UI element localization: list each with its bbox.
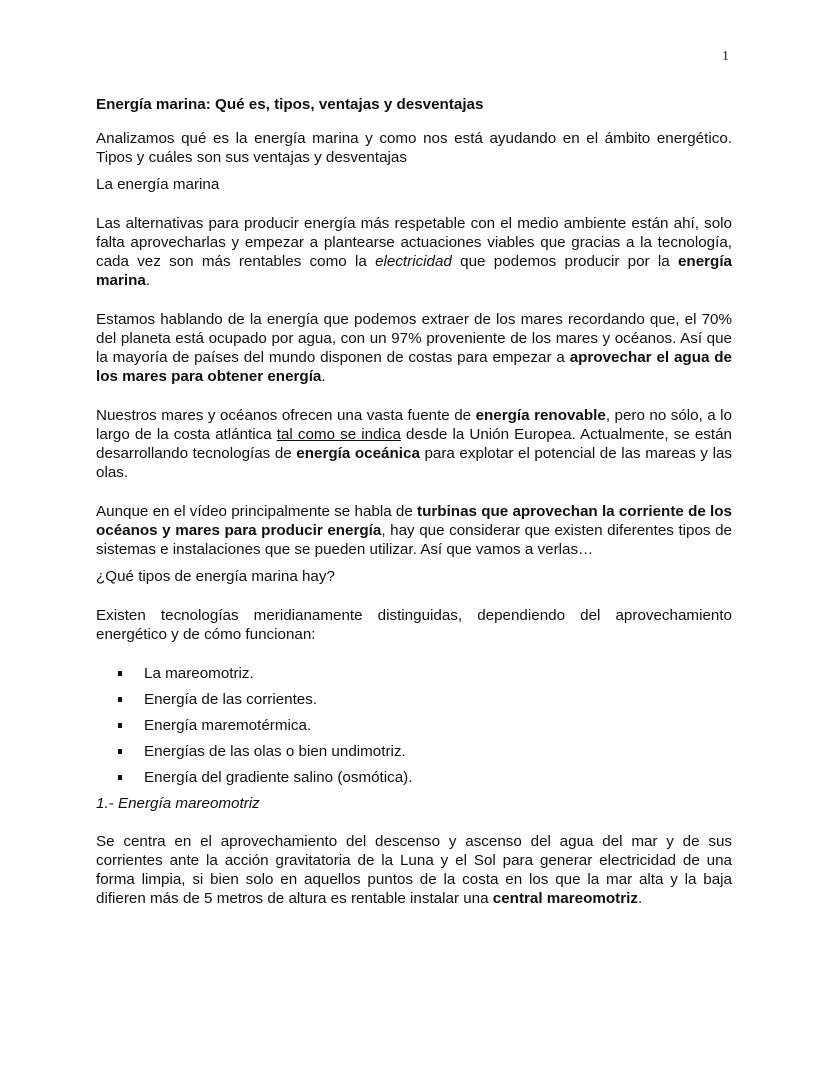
- paragraph-estamos-hablando: [96, 310, 732, 386]
- bold-energia-renovable: energía renovable: [475, 407, 606, 424]
- list-item: [118, 742, 732, 768]
- italic-electricidad: electricidad: [375, 253, 452, 270]
- bold-aprovechar-agua: aprovechar el agua de los mares para obtener energía: [96, 349, 732, 385]
- text-run: Estamos hablando de la energía que podemos extraer de los mares recordando que, el 70% del planeta está ocupado por agua, con un 97% proveniente de los mares y océanos. Así que la mayoría de países del mundo disponen de costas para empezar a: [96, 311, 732, 366]
- section-heading-la-energia-marina: La energía marina: [96, 176, 220, 193]
- text-run: .: [321, 368, 326, 385]
- paragraph-aunque: [96, 502, 732, 559]
- document-body: [96, 95, 732, 908]
- text-run: Nuestros mares y océanos ofrecen una vasta fuente de: [96, 407, 476, 424]
- page-number: 1: [722, 49, 729, 64]
- bold-energia-oceanica: energía oceánica: [296, 445, 420, 462]
- bold-energia-marina: energía marina: [96, 253, 732, 289]
- text-run: para explotar el potencial de las mareas y las olas.: [96, 445, 732, 481]
- subsection-heading-mareomotriz: 1.- Energía mareomotriz: [96, 795, 260, 812]
- energy-types-list: [96, 664, 732, 794]
- list-item: [118, 690, 732, 716]
- document-title: Energía marina: Qué es, tipos, ventajas y desventajas: [96, 96, 484, 113]
- list-item: [118, 664, 732, 690]
- text-run: Las alternativas para producir energía más respetable con el medio ambiente están ahí, solo falta aprovecharlas y empezar a plantearse actuaciones viables que gracias a la tecnología, cada vez son más rentables como la: [96, 215, 732, 270]
- bold-turbinas: turbinas que aprovechan la corriente de los océanos y mares para producir energía: [96, 503, 732, 539]
- paragraph-alternativas: [96, 214, 732, 290]
- text-run: .: [145, 272, 151, 289]
- text-run: Se centra en el aprovechamiento del descenso y ascenso del agua del mar y de sus corrientes ante la acción gravitatoria de la Luna y el Sol para generar electricidad de una forma limpia, si bien solo en aquellos puntos de la costa en los que la mar alta y la baja difieren más de 5 metros de altura es rentable instalar una: [96, 833, 732, 907]
- list-item-text: Energía maremotérmica.: [144, 717, 312, 734]
- text-run: .: [637, 890, 643, 907]
- square-bullet-icon: [118, 723, 122, 728]
- paragraph-existen: Existen tecnologías meridianamente distinguidas, dependiendo del aprovechamiento energético y de cómo funcionan:: [96, 607, 732, 643]
- list-item-text: Energía del gradiente salino (osmótica).: [144, 769, 413, 786]
- intro-paragraph: Analizamos qué es la energía marina y como nos está ayudando en el ámbito energético. Tipos y cuáles son sus ventajas y desventajas: [96, 130, 732, 166]
- list-item-text: Energías de las olas o bien undimotriz.: [144, 743, 406, 760]
- square-bullet-icon: [118, 671, 122, 676]
- text-run: Aunque en el vídeo principalmente se habla de: [96, 503, 418, 520]
- text-run: , pero no sólo, a lo largo de la costa atlántica: [96, 407, 733, 443]
- list-item: [118, 716, 732, 742]
- list-item-text: Energía de las corrientes.: [144, 691, 318, 708]
- text-run: que podemos producir por la: [451, 253, 678, 270]
- paragraph-se-centra: [96, 832, 732, 908]
- link-tal-como-se-indica[interactable]: tal como se indica: [276, 426, 401, 443]
- list-item: [118, 768, 732, 794]
- list-item-text: La mareomotriz.: [144, 665, 254, 682]
- square-bullet-icon: [118, 775, 122, 780]
- section-heading-tipos: ¿Qué tipos de energía marina hay?: [96, 568, 335, 585]
- bold-central-mareomotriz: central mareomotriz: [492, 890, 638, 907]
- text-run: , hay que considerar que existen diferentes tipos de sistemas e instalaciones que se pueden utilizar. Así que vamos a verlas…: [96, 522, 732, 558]
- square-bullet-icon: [118, 749, 122, 754]
- paragraph-nuestros-mares: [96, 406, 732, 482]
- text-run: desde la Unión Europea. Actualmente, se están desarrollando tecnologías de: [96, 426, 733, 462]
- square-bullet-icon: [118, 697, 122, 702]
